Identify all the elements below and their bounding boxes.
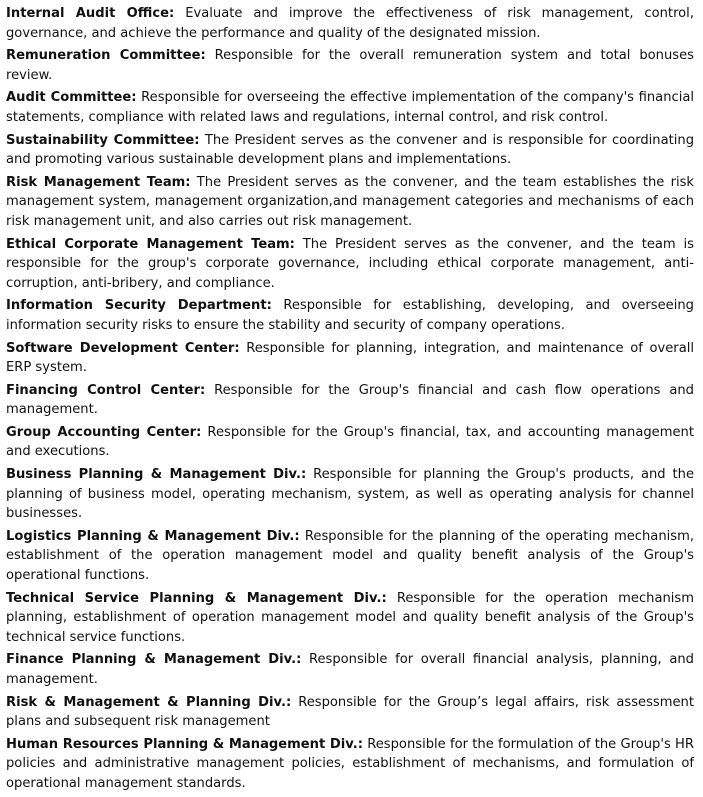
- entry-technical-service-planning-management-div: [6, 589, 694, 648]
- entry-term: Information Security Department:: [6, 298, 272, 314]
- entry-software-development-center: [6, 339, 694, 378]
- entry-term: Risk & Management & Planning Div.:: [6, 694, 292, 710]
- entry-description: Responsible for the overall remuneration system and total bonuses review.: [6, 48, 694, 83]
- entry-term: Ethical Corporate Management Team:: [6, 236, 295, 252]
- entry-term: Audit Committee:: [6, 90, 137, 106]
- entry-remuneration-committee: [6, 46, 694, 85]
- entry-description: Responsible for the Group’s legal affairs, risk assessment plans and subsequent risk management: [6, 694, 694, 730]
- organization-responsibilities-document: [6, 4, 694, 797]
- entry-term: Group Accounting Center:: [6, 424, 202, 440]
- entry-term: Financing Control Center:: [6, 382, 206, 398]
- entry-risk-management-team: [6, 173, 694, 232]
- entry-description: Responsible for the Group's financial and cash flow operations and management.: [6, 382, 694, 418]
- entry-logistics-planning-management-div: [6, 527, 694, 586]
- entry-term: Sustainability Committee:: [6, 132, 200, 148]
- entry-description: Responsible for establishing, developing, and overseeing information security risks to ensure the stability and security of company operations.: [6, 298, 694, 333]
- entry-term: Human Resources Planning & Management Div.:: [6, 736, 363, 752]
- entry-term: Technical Service Planning & Management Div.:: [6, 590, 387, 606]
- entry-sustainability-committee: [6, 131, 694, 170]
- entry-description: Responsible for the formulation of the Group's HR policies and administrative management policies, establishment of mechanisms, and formulation of operational management standards.: [6, 736, 695, 791]
- entry-description: Responsible for planning the Group's products, and the planning of business model, operating mechanism, system, as well as operating analysis for channel businesses.: [6, 467, 694, 522]
- entry-risk-management-planning-div: [6, 693, 694, 732]
- entry-financing-control-center: [6, 381, 694, 420]
- entry-description: Responsible for the planning of the operating mechanism, establishment of the operation management model and quality benefit analysis of the Group's operational functions.: [6, 528, 694, 584]
- entry-description: The President serves as the convener and is responsible for coordinating and promoting various sustainable development plans and implementations.: [6, 132, 695, 168]
- entry-term: Business Planning & Management Div.:: [6, 467, 307, 483]
- entry-description: Evaluate and improve the effectiveness of risk management, control, governance, and achieve the performance and quality of the designated mission.: [6, 6, 694, 41]
- entry-description: Responsible for the Group's financial, tax, and accounting management and executions.: [6, 424, 694, 460]
- entry-description: Responsible for the operation mechanism planning, establishment of operation management model and quality benefit analysis of the Group's technical service functions.: [6, 590, 694, 645]
- entry-term: Software Development Center:: [6, 340, 240, 356]
- entry-finance-planning-management-div: [6, 650, 694, 689]
- entry-description: Responsible for overall financial analysis, planning, and management.: [6, 652, 694, 687]
- entry-description: The President serves as the convener, and the team establishes the risk management system, management organization,and management categories and mechanisms of each risk management unit, and also carries out risk management.: [6, 174, 694, 229]
- entry-description: The President serves as the convener, and the team is responsible for the group's corporate governance, including ethical corporate management, anti-corruption, anti-bribery, and compliance.: [6, 236, 694, 291]
- entry-information-security-department: [6, 296, 694, 335]
- entry-description: Responsible for overseeing the effective implementation of the company's financial statements, compliance with related laws and regulations, internal control, and risk control.: [6, 90, 694, 125]
- entry-term: Risk Management Team:: [6, 174, 191, 190]
- entry-description: Responsible for planning, integration, and maintenance of overall ERP system.: [6, 340, 694, 376]
- entry-internal-audit-office: [6, 4, 694, 43]
- entry-term: Internal Audit Office:: [6, 6, 175, 21]
- entry-audit-committee: [6, 88, 694, 127]
- entry-group-accounting-center: [6, 423, 694, 462]
- entry-term: Logistics Planning & Management Div.:: [6, 528, 300, 544]
- entry-term: Remuneration Committee:: [6, 48, 206, 64]
- entry-business-planning-management-div: [6, 465, 694, 524]
- entry-ethical-corporate-management-team: [6, 235, 694, 294]
- entry-term: Finance Planning & Management Div.:: [6, 652, 302, 668]
